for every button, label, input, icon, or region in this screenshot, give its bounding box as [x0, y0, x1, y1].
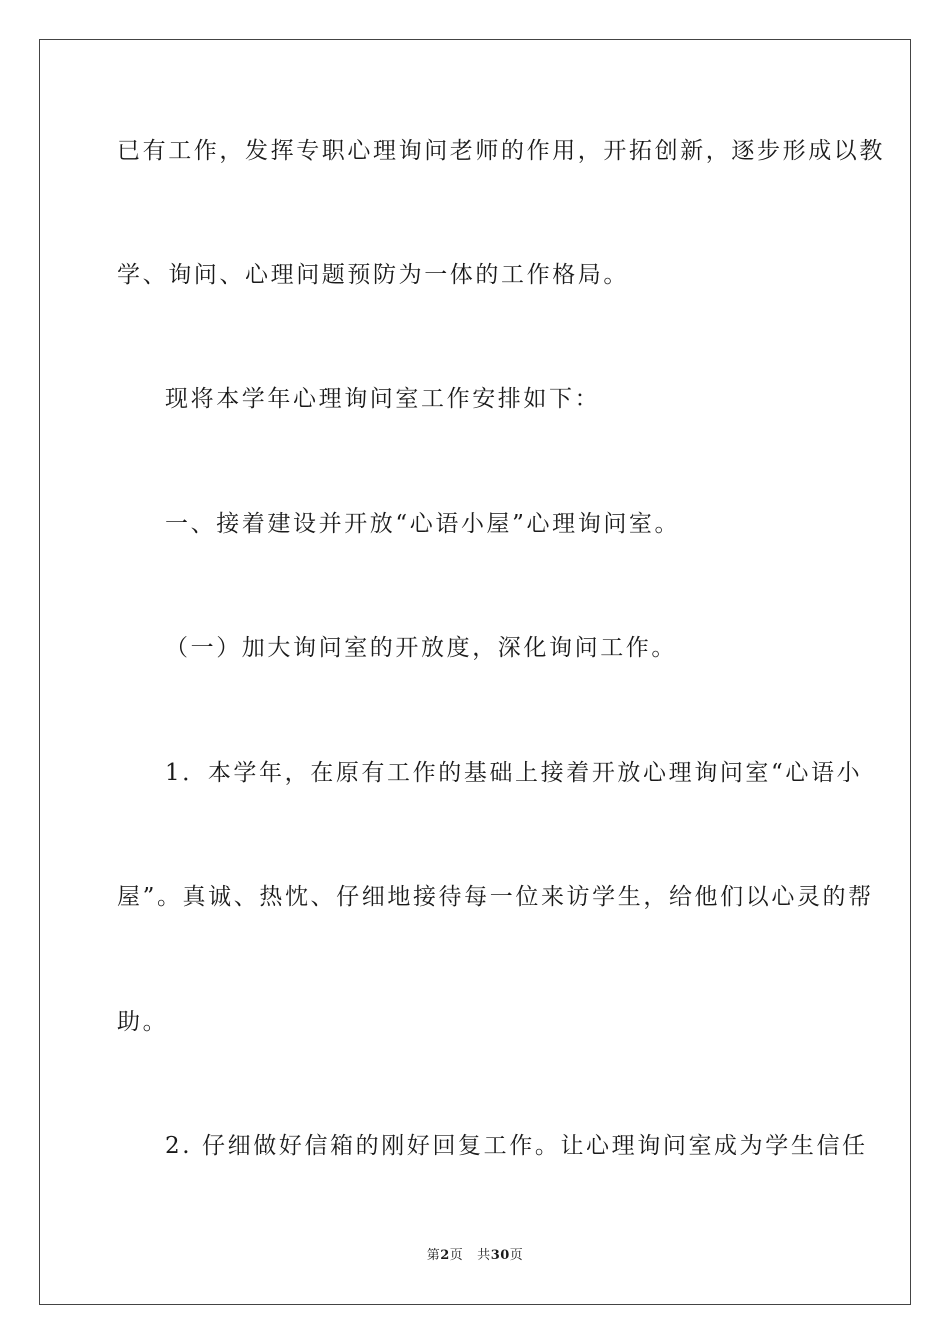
body-line-8: 助。 — [117, 1009, 169, 1035]
body-line-2: 学、询问、心理问题预防为一体的工作格局。 — [117, 262, 629, 288]
body-line-6: 1．本学年，在原有工作的基础上接着开放心理询问室“心语小 — [165, 760, 863, 786]
body-line-7: 屋”。真诚、热忱、仔细地接待每一位来访学生，给他们以心灵的帮 — [117, 884, 874, 910]
footer-total-prefix: 共 — [477, 1248, 491, 1263]
body-line-1: 已有工作，发挥专职心理询问老师的作用，开拓创新，逐步形成以教 — [117, 138, 885, 164]
section-heading-1: 一、接着建设并开放“心语小屋”心理询问室。 — [165, 511, 681, 537]
footer-total-pages: 30 — [490, 1248, 510, 1263]
body-line-9: 2. 仔细做好信箱的刚好回复工作。让心理询问室成为学生信任 — [165, 1133, 868, 1159]
body-line-3: 现将本学年心理询问室工作安排如下： — [165, 386, 601, 412]
page-frame — [39, 39, 911, 1305]
footer-page-number: 2 — [440, 1248, 450, 1263]
footer-page-suffix: 页 — [449, 1248, 464, 1263]
footer-page-prefix: 第 — [426, 1248, 441, 1263]
subsection-heading-1: （一）加大询问室的开放度，深化询问工作。 — [165, 635, 677, 661]
page-footer — [0, 1247, 950, 1265]
footer-total-suffix: 页 — [509, 1248, 524, 1263]
